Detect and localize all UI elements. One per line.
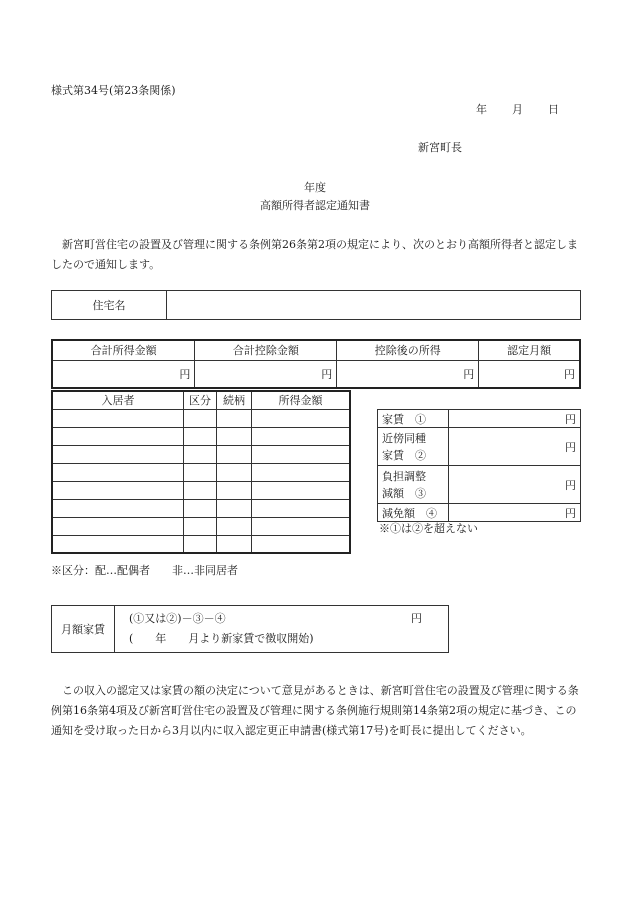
- income-cell[interactable]: [252, 427, 351, 445]
- document-title: 高額所得者認定通知書: [260, 199, 370, 212]
- form-number: 様式第34号(第23条関係): [51, 84, 176, 97]
- category-cell[interactable]: [184, 517, 217, 535]
- fiscal-year-label: 年度: [304, 181, 326, 194]
- rent-value-exemption[interactable]: [449, 504, 581, 522]
- rent-value-adjustment[interactable]: [449, 466, 581, 504]
- yen-unit: 円: [411, 612, 422, 625]
- rent-label-nearby: 近傍同種 家賃 ②: [378, 428, 449, 466]
- yen-unit: 円: [564, 367, 575, 381]
- category-cell[interactable]: [184, 409, 217, 427]
- resident-header-income: 所得金額: [252, 391, 351, 409]
- monthly-rent-formula: (①又は②)－③－④: [129, 612, 226, 625]
- income-cell[interactable]: [252, 535, 351, 553]
- income-cell[interactable]: [252, 517, 351, 535]
- resident-name-cell[interactable]: [52, 409, 184, 427]
- table-row: [52, 463, 350, 481]
- relation-cell[interactable]: [217, 481, 252, 499]
- issuer: 新宮町長: [418, 141, 462, 154]
- relation-cell[interactable]: [217, 427, 252, 445]
- category-cell[interactable]: [184, 427, 217, 445]
- relation-cell[interactable]: [217, 445, 252, 463]
- resident-header-category: 区分: [184, 391, 217, 409]
- resident-header-name: 入居者: [52, 391, 184, 409]
- category-note: ※区分：配…配偶者 非…非同居者: [51, 564, 238, 577]
- rent-table: [377, 409, 581, 522]
- resident-name-cell[interactable]: [52, 481, 184, 499]
- rent-label-base: 家賃 ①: [378, 410, 449, 428]
- income-cell[interactable]: [252, 499, 351, 517]
- resident-header-relation: 続柄: [217, 391, 252, 409]
- relation-cell[interactable]: [217, 499, 252, 517]
- income-cell[interactable]: [252, 463, 351, 481]
- housing-name-value[interactable]: [167, 291, 581, 320]
- monthly-rent-label: 月額家賃: [52, 606, 115, 653]
- income-header-total-income: 合計所得金額: [52, 340, 195, 360]
- rent-note: ※①は②を超えない: [379, 522, 478, 535]
- category-cell[interactable]: [184, 445, 217, 463]
- monthly-rent-table: [51, 605, 449, 653]
- resident-name-cell[interactable]: [52, 499, 184, 517]
- intro-paragraph: 新宮町営住宅の設置及び管理に関する条例第26条第2項の規定により、次のとおり高額所得者と認定しましたので通知します。: [51, 238, 578, 271]
- income-cell[interactable]: [252, 481, 351, 499]
- resident-name-cell[interactable]: [52, 427, 184, 445]
- monthly-rent-start: ( 年 月より新家賃で徴収開始): [129, 632, 314, 645]
- income-cell[interactable]: [252, 445, 351, 463]
- category-cell[interactable]: [184, 499, 217, 517]
- total-deduction-cell[interactable]: [195, 360, 337, 388]
- relation-cell[interactable]: [217, 409, 252, 427]
- table-row: [52, 535, 350, 553]
- total-income-cell[interactable]: [52, 360, 195, 388]
- yen-unit: 円: [565, 506, 576, 520]
- relation-cell[interactable]: [217, 517, 252, 535]
- date-day-label: 日: [548, 103, 559, 116]
- relation-cell[interactable]: [217, 535, 252, 553]
- yen-unit: 円: [565, 412, 576, 426]
- rent-value-base[interactable]: [449, 410, 581, 428]
- table-row: [52, 517, 350, 535]
- date-month-label: 月: [512, 103, 523, 116]
- resident-name-cell[interactable]: [52, 463, 184, 481]
- income-header-certified-monthly: 認定月額: [479, 340, 580, 360]
- income-header-total-deduction: 合計控除金額: [195, 340, 337, 360]
- rent-value-nearby[interactable]: [449, 428, 581, 466]
- yen-unit: 円: [565, 478, 576, 492]
- yen-unit: 円: [565, 440, 576, 454]
- housing-name-table: [51, 290, 581, 320]
- housing-name-label: 住宅名: [52, 291, 167, 320]
- date-year-label: 年: [476, 103, 487, 116]
- category-cell[interactable]: [184, 463, 217, 481]
- after-deduction-cell[interactable]: [337, 360, 479, 388]
- resident-name-cell[interactable]: [52, 445, 184, 463]
- income-header-after-deduction: 控除後の所得: [337, 340, 479, 360]
- table-row: [52, 499, 350, 517]
- rent-label-exemption: 減免額 ④: [378, 504, 449, 522]
- rent-label-adjustment: 負担調整 減額 ③: [378, 466, 449, 504]
- yen-unit: 円: [463, 367, 475, 381]
- certified-monthly-cell[interactable]: [479, 360, 580, 388]
- resident-name-cell[interactable]: [52, 535, 184, 553]
- table-row: [52, 481, 350, 499]
- income-table: [51, 339, 581, 389]
- income-cell[interactable]: [252, 409, 351, 427]
- resident-table: [51, 390, 351, 554]
- category-cell[interactable]: [184, 481, 217, 499]
- table-row: [52, 445, 350, 463]
- category-cell[interactable]: [184, 535, 217, 553]
- table-row: [52, 427, 350, 445]
- monthly-rent-value[interactable]: [115, 606, 449, 653]
- yen-unit: 円: [321, 367, 333, 381]
- closing-paragraph: この収入の認定又は家賃の額の決定について意見があるときは、新宮町営住宅の設置及び管理に関する条例第16条第4項及び新宮町営住宅の設置及び管理に関する条例施行規則第14条第2項の規定に基づき、この通知を受け取った日から3月以内に収入認定更正申請書(様式第17号)を町長に提出してください。: [51, 684, 579, 737]
- relation-cell[interactable]: [217, 463, 252, 481]
- resident-name-cell[interactable]: [52, 517, 184, 535]
- yen-unit: 円: [179, 367, 191, 381]
- table-row: [52, 409, 350, 427]
